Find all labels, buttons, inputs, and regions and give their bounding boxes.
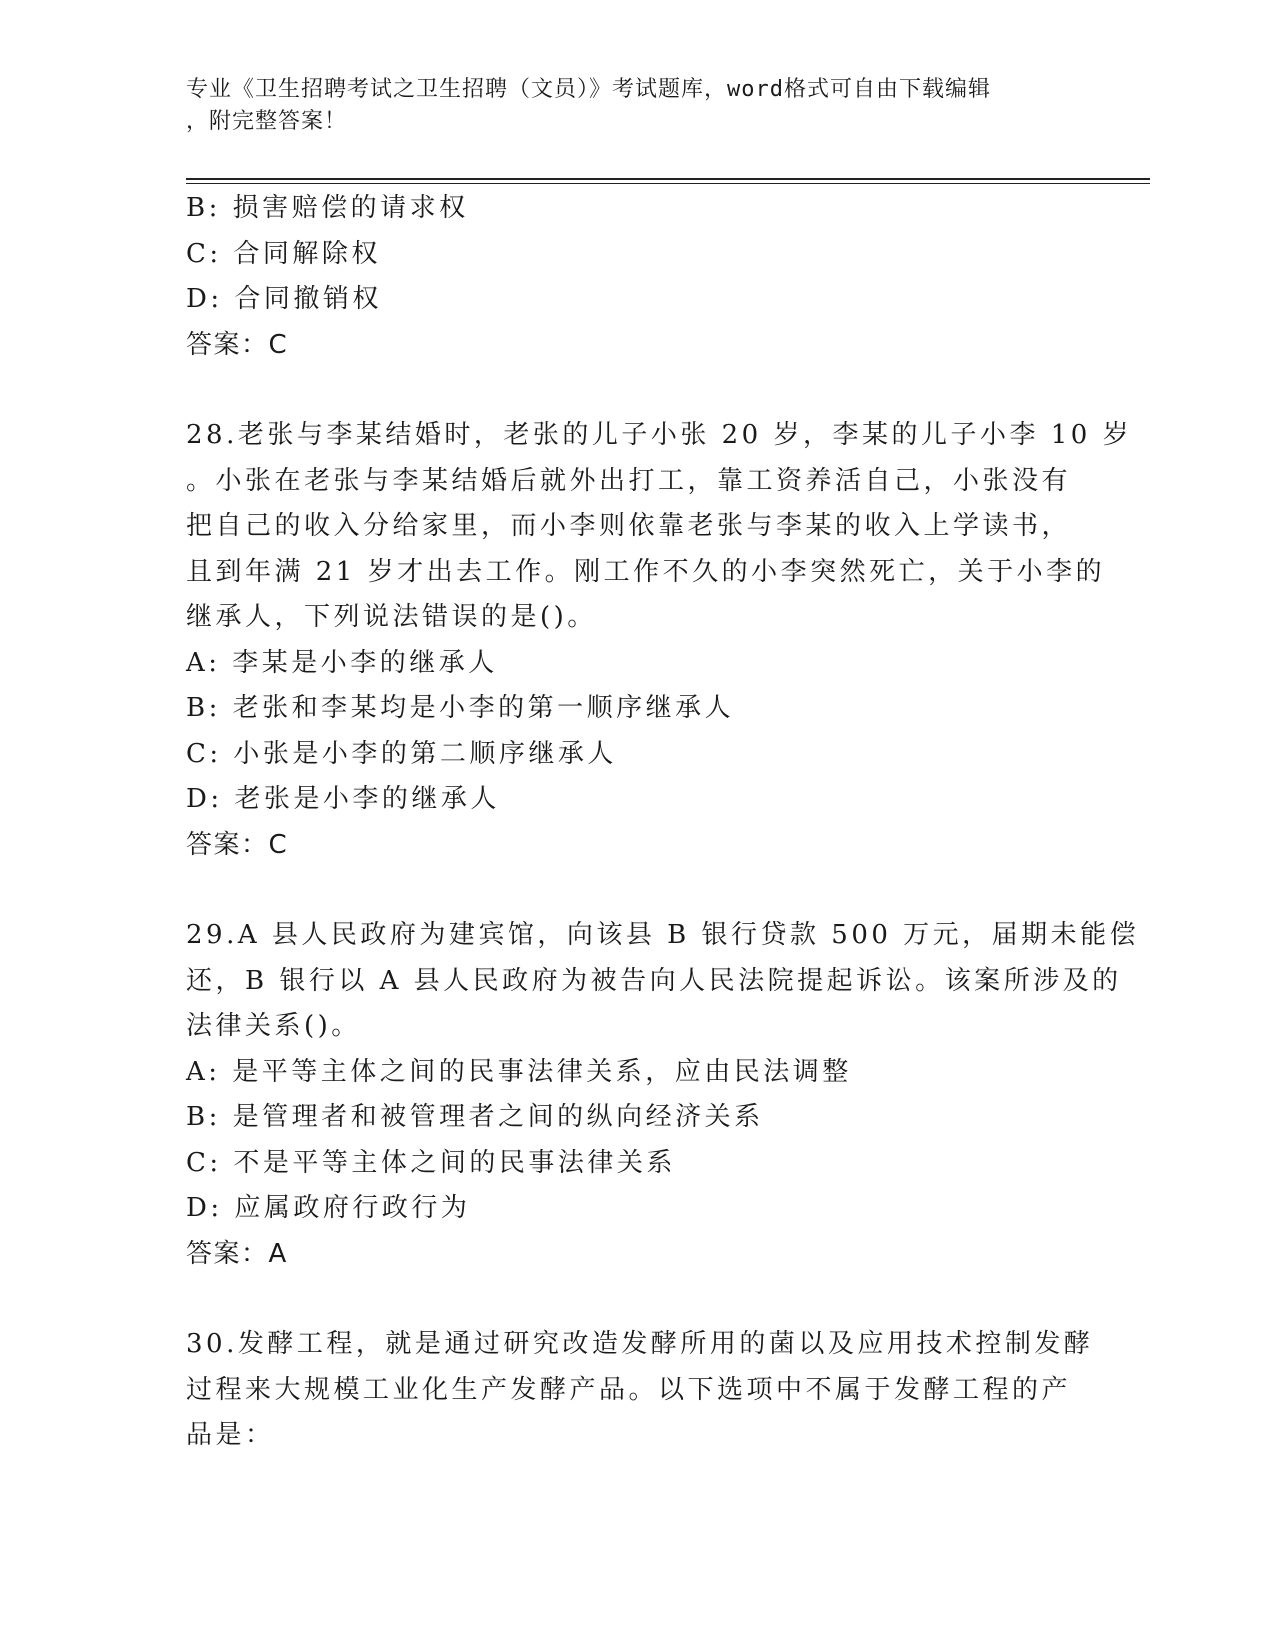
option-a: A: 李某是小李的继承人 xyxy=(186,647,498,678)
question-stem-line: 且到年满 21 岁才出去工作。刚工作不久的小李突然死亡，关于小李的 xyxy=(186,556,1106,587)
option-c: C: 不是平等主体之间的民事法律关系 xyxy=(186,1147,676,1178)
question-stem-line: 品是： xyxy=(186,1420,275,1450)
question-stem-line: 把自己的收入分给家里，而小李则依靠老张与李某的收入上学读书， xyxy=(186,511,1072,541)
question-stem-line: 28.老张与李某结婚时，老张的儿子小张 20 岁，李某的儿子小李 10 岁 xyxy=(186,420,1133,450)
header-divider xyxy=(186,178,1150,184)
document-header xyxy=(186,74,1066,138)
spacer xyxy=(186,868,1086,913)
answer-line: 答案：A xyxy=(186,1238,288,1269)
spacer xyxy=(186,368,1086,413)
option-d: D: 应属政府行政行为 xyxy=(186,1193,471,1223)
option-c: C: 合同解除权 xyxy=(186,238,381,269)
option-b: B: 是管理者和被管理者之间的纵向经济关系 xyxy=(186,1102,764,1132)
header-line-1: 专业《卫生招聘考试之卫生招聘（文员）》考试题库，word格式可自由下载编辑 xyxy=(186,77,991,102)
question-stem-line: 。小张在老张与李某结婚后就外出打工，靠工资养活自己，小张没有 xyxy=(186,465,1072,496)
question-28 xyxy=(186,413,1133,868)
header-line-2: ，附完整答案！ xyxy=(186,109,348,134)
question-27 xyxy=(186,186,1086,368)
question-stem-line: 29.A 县人民政府为建宾馆，向该县 B 银行贷款 500 万元，届期未能偿 xyxy=(186,920,1140,950)
question-stem-line: 法律关系()。 xyxy=(186,1011,361,1041)
question-stem-line: 继承人，下列说法错误的是()。 xyxy=(186,602,597,632)
question-stem-line: 还，B 银行以 A 县人民政府为被告向人民法院提起诉讼。该案所涉及的 xyxy=(186,965,1122,996)
option-d: D: 合同撤销权 xyxy=(186,284,382,314)
question-29 xyxy=(186,913,1140,1277)
spacer xyxy=(186,1277,1086,1322)
answer-line: 答案：C xyxy=(186,829,289,860)
question-30 xyxy=(186,1322,1094,1459)
option-b: B: 损害赔偿的请求权 xyxy=(186,193,469,223)
option-a: A: 是平等主体之间的民事法律关系，应由民法调整 xyxy=(186,1056,852,1087)
question-stem-line: 过程来大规模工业化生产发酵产品。以下选项中不属于发酵工程的产 xyxy=(186,1374,1072,1405)
option-d: D: 老张是小李的继承人 xyxy=(186,784,500,814)
question-content xyxy=(186,186,1140,1459)
option-c: C: 小张是小李的第二顺序继承人 xyxy=(186,738,617,769)
option-b: B: 老张和李某均是小李的第一顺序继承人 xyxy=(186,693,735,723)
answer-line: 答案：C xyxy=(186,329,289,360)
question-stem-line: 30.发酵工程，就是通过研究改造发酵所用的菌以及应用技术控制发酵 xyxy=(186,1329,1094,1359)
